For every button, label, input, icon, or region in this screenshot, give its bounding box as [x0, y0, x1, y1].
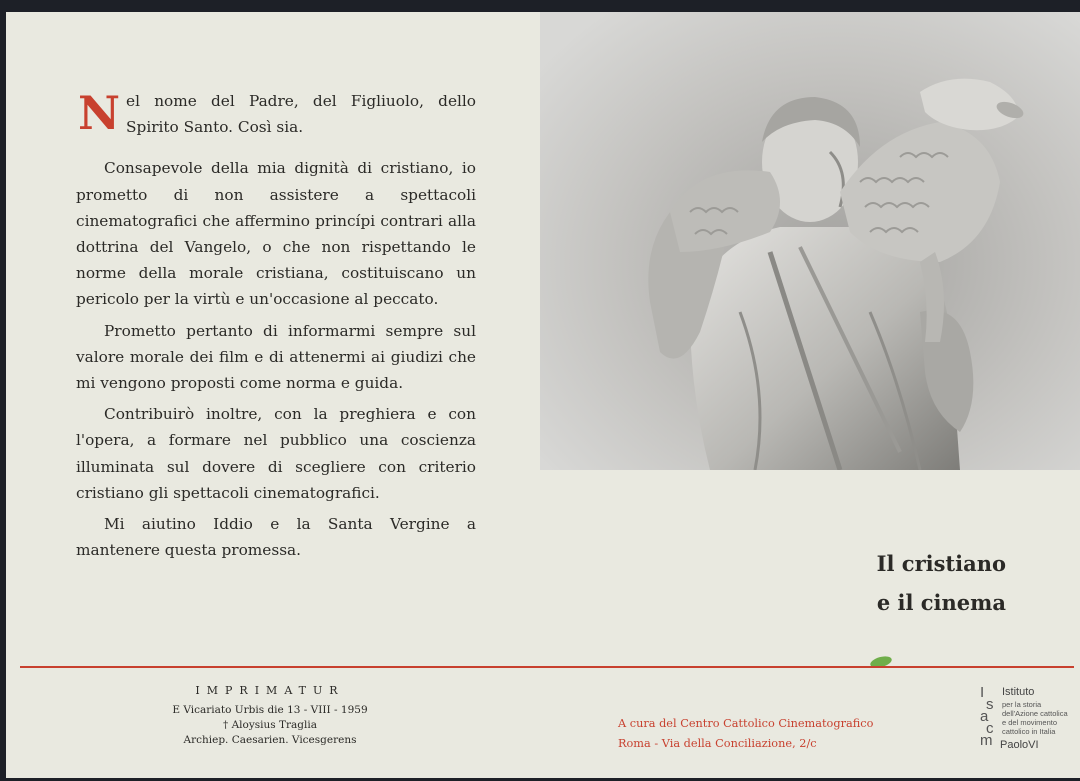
- prayer-paragraph: Consapevole della mia dignità di cristiano, io prometto di non assistere a spettacoli cinematografici che affermino princípi contrari alla dottrina del Vangelo, o che non rispettando le norme della morale cristiana, costituiscano un pericolo per la virtù e un'occasione al peccato.: [76, 159, 476, 309]
- logo-letter: a: [980, 708, 989, 725]
- logo-letter: I: [980, 684, 985, 701]
- isacem-logo: [978, 685, 1072, 765]
- imprimatur-heading: IMPRIMATUR: [195, 684, 345, 697]
- logo-subline: cattolico in Italia: [1002, 727, 1056, 736]
- logo-name: Istituto: [1002, 686, 1035, 698]
- prayer-paragraph: Mi aiutino Iddio e la Santa Vergine a mantenere questa promessa.: [76, 515, 476, 560]
- card-title: [806, 544, 1006, 622]
- red-divider: [20, 666, 1074, 668]
- good-shepherd-photo: [540, 12, 1080, 470]
- dropcap-letter: N: [78, 86, 121, 140]
- card-title-line-1: Il cristiano: [876, 551, 1006, 576]
- logo-subline: e del movimento: [1002, 718, 1058, 727]
- imprimatur-line: Archiep. Caesarien. Vicesgerens: [183, 734, 357, 746]
- publisher-line: Roma - Via della Conciliazione, 2/c: [618, 737, 817, 750]
- prayer-paragraph: Prometto pertanto di informarmi sempre sul valore morale dei film e di attenermi ai giudizi che mi vengono proposti come norma e guida.: [76, 321, 476, 393]
- imprimatur-block: [120, 684, 420, 748]
- prayer-card: [6, 12, 1080, 778]
- publisher-line: A cura del Centro Cattolico Cinematografico: [618, 717, 874, 730]
- prayer-text: [76, 88, 476, 568]
- logo-subline: dell'Azione cattolica: [1002, 709, 1068, 718]
- logo-letter: s: [986, 696, 994, 713]
- prayer-intro: [76, 88, 476, 140]
- imprimatur-line: E Vicariato Urbis die 13 - VIII - 1959: [172, 704, 368, 716]
- logo-brand: PaoloVI: [1000, 739, 1039, 751]
- card-title-line-2: e il cinema: [876, 590, 1006, 615]
- publisher-block: [618, 714, 938, 754]
- logo-letter: c: [986, 720, 994, 737]
- logo-monogram: [978, 685, 1000, 747]
- prayer-paragraph: Contribuirò inoltre, con la preghiera e con l'opera, a formare nel pubblico una coscienza illuminata sul dovere di scegliere con criterio cristiano gli spettacoli cinematografici.: [76, 405, 476, 502]
- prayer-intro-text: el nome del Padre, del Figliuolo, dello Spirito Santo. Così sia.: [126, 92, 476, 137]
- imprimatur-line: † Aloysius Traglia: [223, 719, 317, 731]
- logo-subline: per la storia: [1002, 700, 1042, 709]
- good-shepherd-statue-image: [540, 12, 1080, 470]
- logo-letter: m: [980, 732, 993, 749]
